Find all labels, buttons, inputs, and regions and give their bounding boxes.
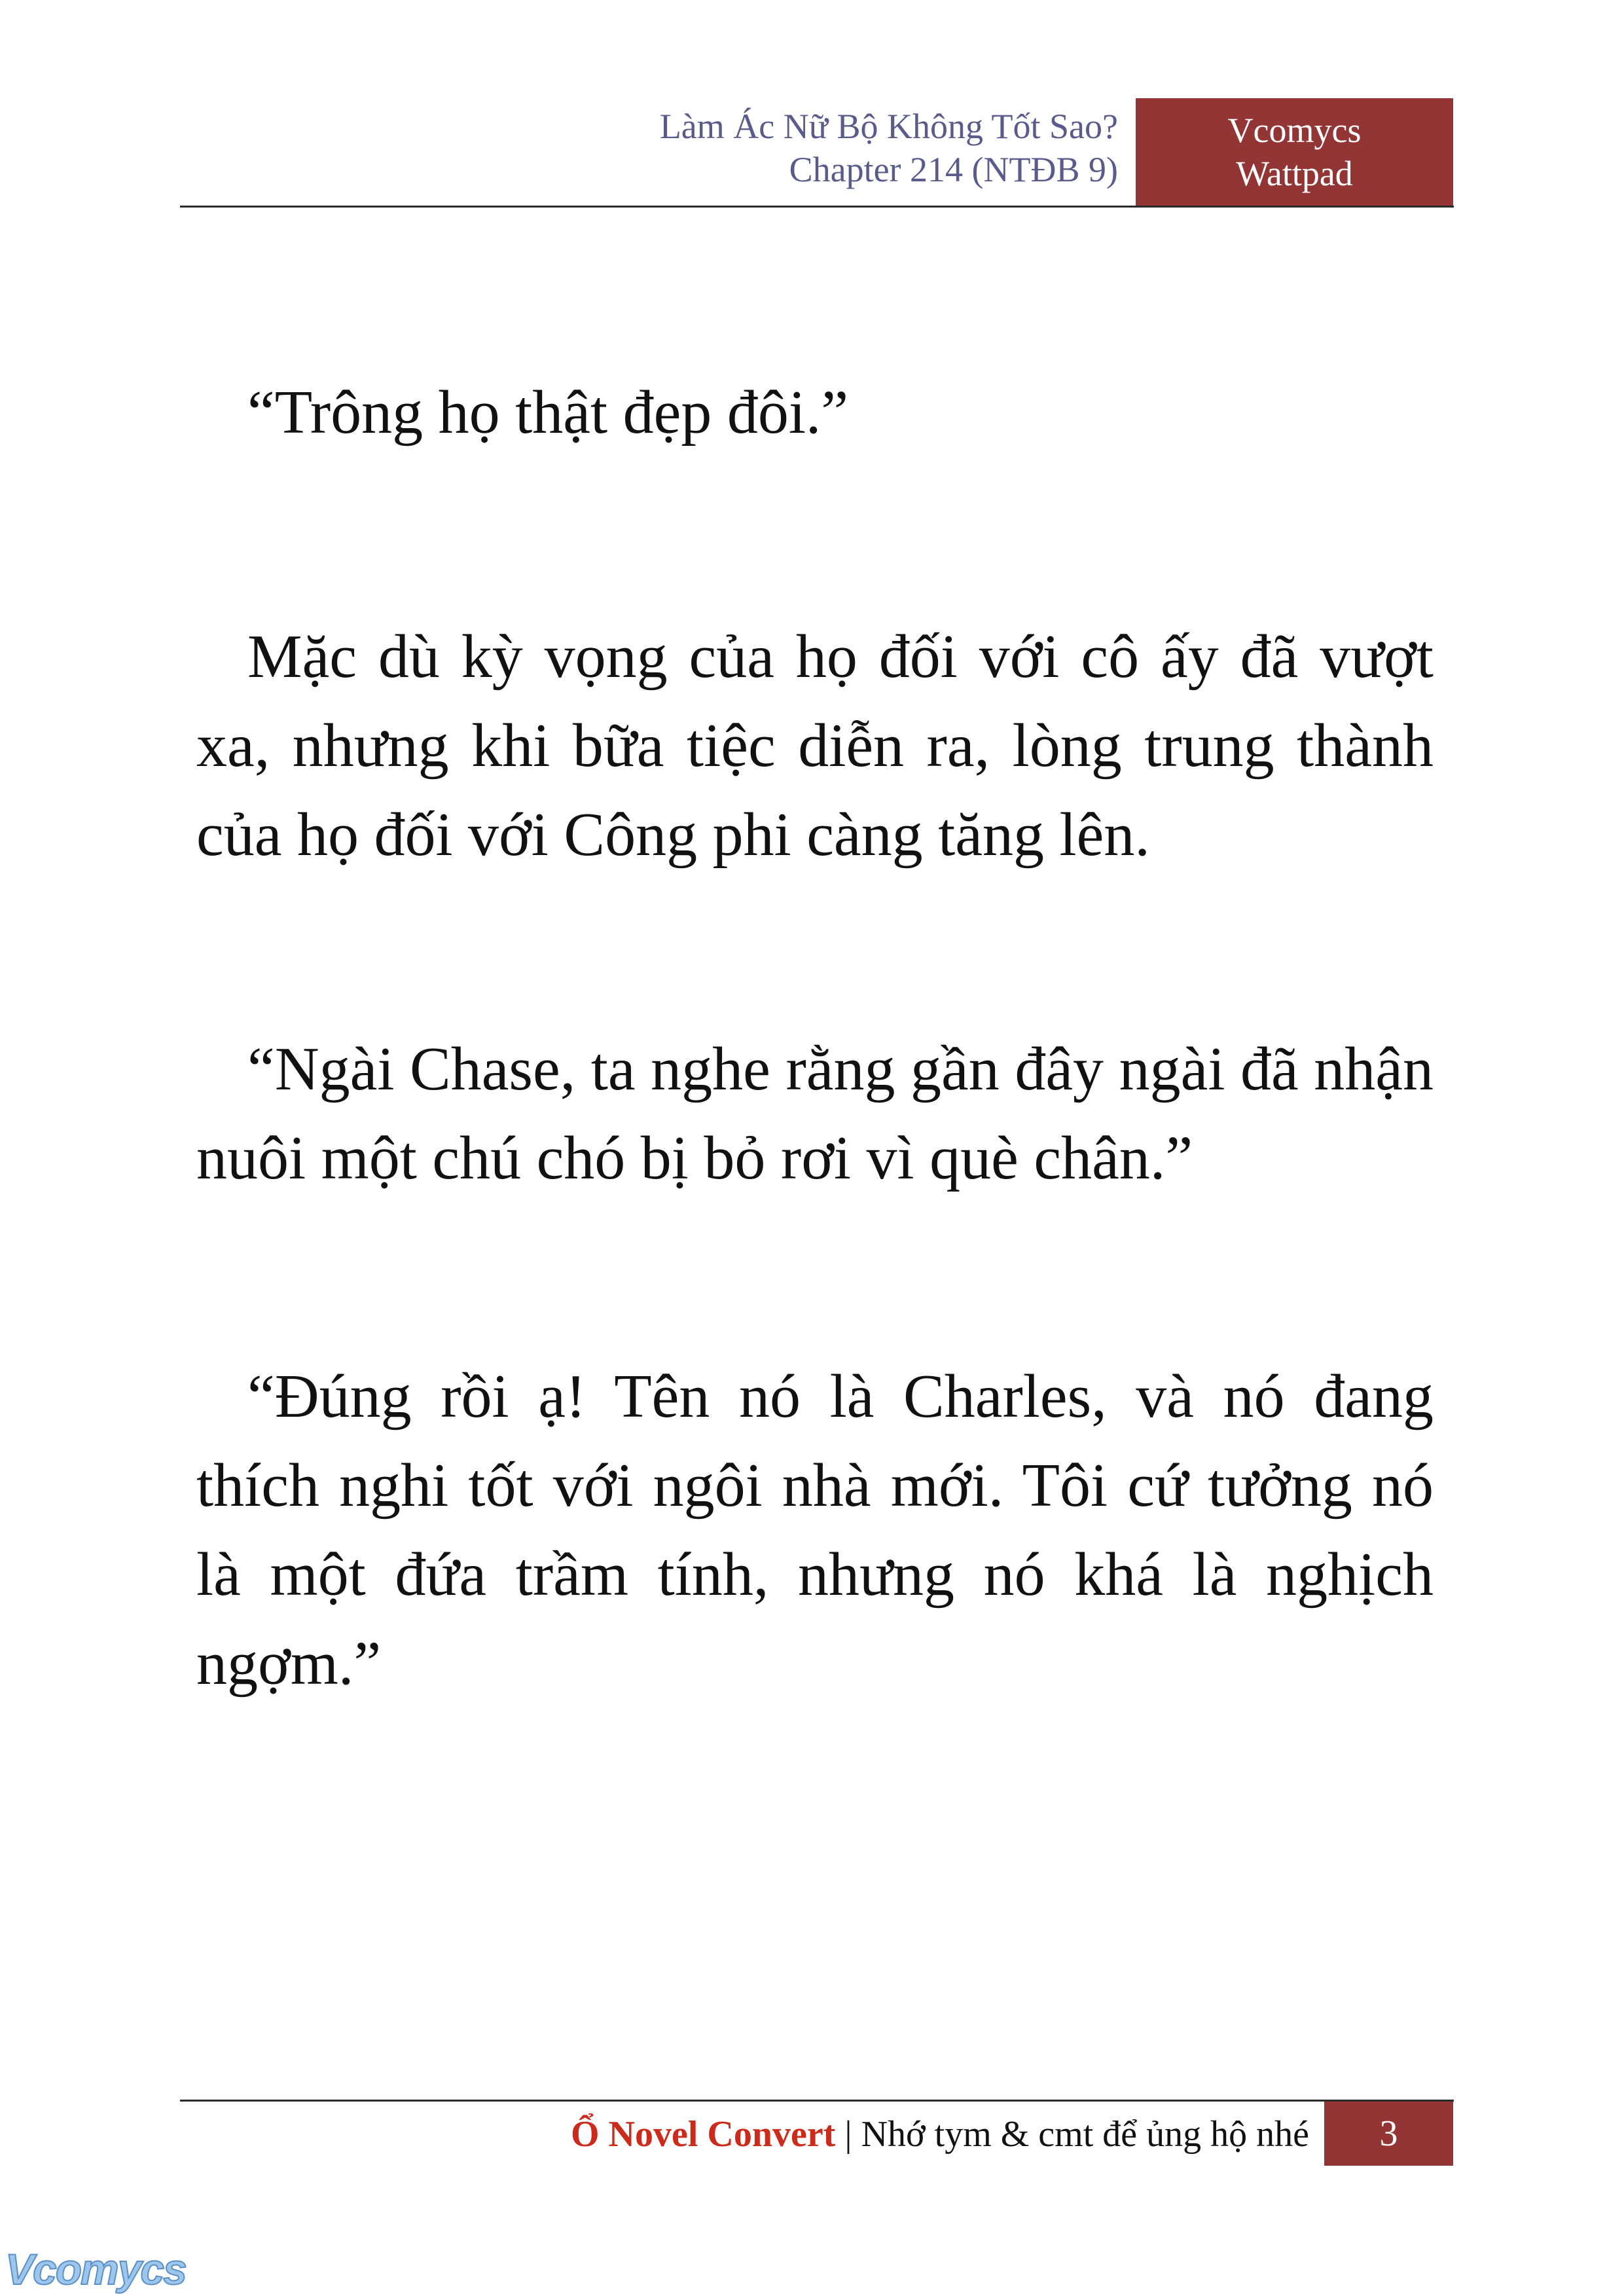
paragraph-4: “Đúng rồi ạ! Tên nó là Charles, và nó đang thích nghi tốt với ngôi nhà mới. Tôi cứ tưởng nó là một đứa trầm tính, nhưng nó khá là nghịch ngợm.” xyxy=(196,1362,1434,1698)
footer-divider xyxy=(180,2100,1454,2102)
paragraph-3: “Ngài Chase, ta nghe rằng gần đây ngài đã nhận nuôi một chú chó bị bỏ rơi vì què chân.” xyxy=(196,1035,1434,1192)
watermark-logo: Vcomycs xyxy=(5,2245,186,2293)
paragraph-2: Mặc dù kỳ vọng của họ đối với cô ấy đã vượt xa, nhưng khi bữa tiệc diễn ra, lòng trung thành của họ đối với Công phi càng tăng lên. xyxy=(196,623,1434,869)
book-title: Làm Ác Nữ Bộ Không Tốt Sao? xyxy=(659,107,1118,146)
source-badge-line1: Vcomycs xyxy=(1227,111,1362,150)
footer-brand: Ổ Novel Convert xyxy=(571,2114,836,2155)
header-divider xyxy=(180,206,1454,208)
source-badge-line2: Wattpad xyxy=(1236,154,1353,193)
footer-separator: | xyxy=(835,2114,861,2155)
header-title-block xyxy=(458,105,1118,191)
page-number: 3 xyxy=(1324,2102,1453,2166)
source-badge xyxy=(1136,98,1453,206)
paragraph-1: “Trông họ thật đẹp đôi.” xyxy=(247,378,849,446)
footer-note: Nhớ tym & cmt để ủng hộ nhé xyxy=(861,2114,1309,2155)
footer-text xyxy=(196,2111,1309,2157)
chapter-label: Chapter 214 (NTĐB 9) xyxy=(789,150,1118,189)
